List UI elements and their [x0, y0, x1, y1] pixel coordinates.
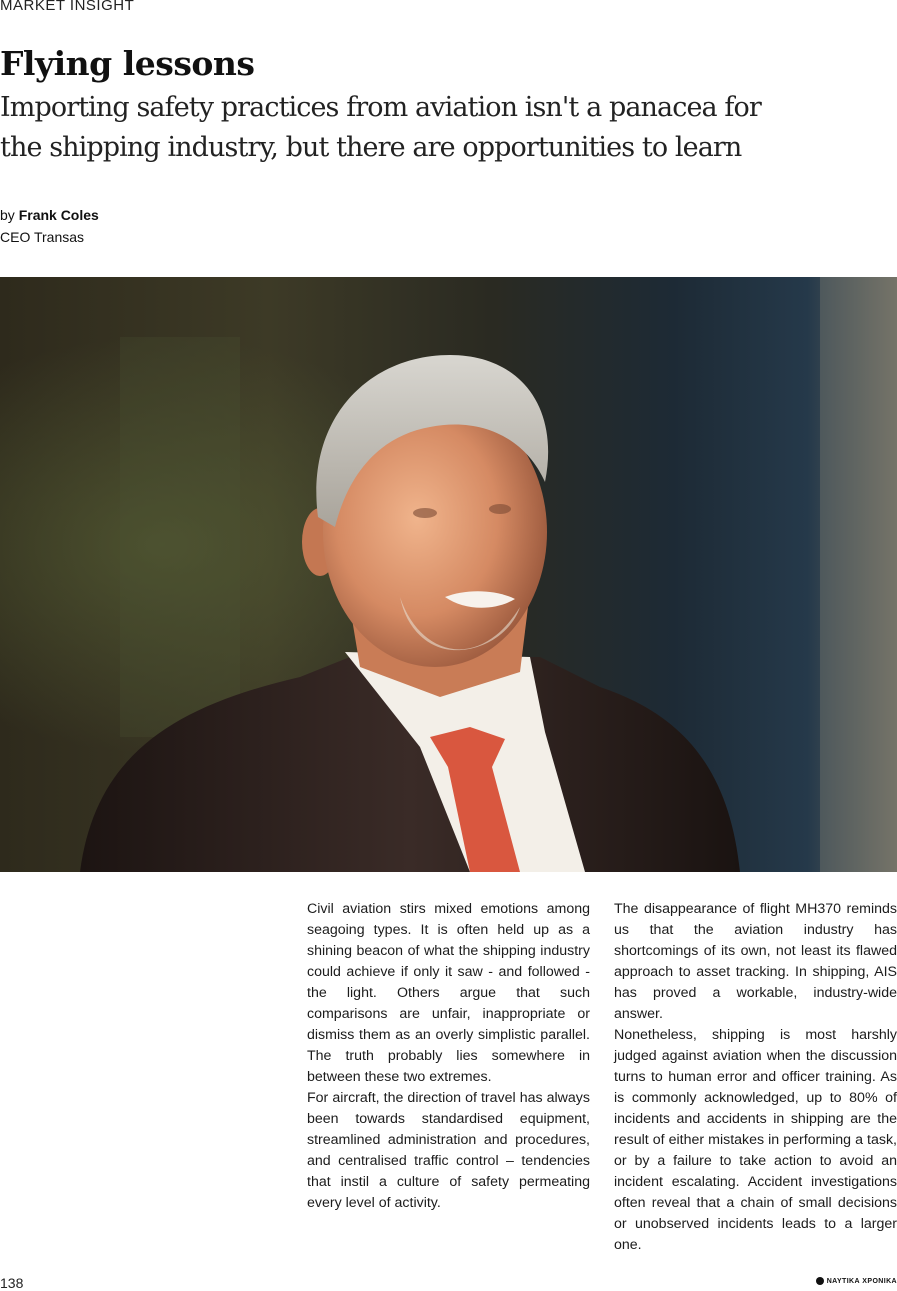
author-role: CEO Transas: [0, 229, 85, 245]
byline: [0, 204, 99, 248]
article-column-left: [307, 899, 590, 1214]
author-name: Frank Coles: [18, 207, 99, 223]
body-paragraph-2: For aircraft, the direction of travel has always been towards standardised equipment, streamlined administration and procedures, and centralised traffic control – tendencies that instil a culture of safety permeating every level of activity.: [307, 1090, 590, 1211]
body-paragraph-1: Civil aviation stirs mixed emotions among seagoing types. It is often held up as a shining beacon of what the shipping industry could achieve if only it saw - and followed - the light. Others argue that such comparisons are unfair, inappropriate or dismiss them as an overly simplistic parallel. The truth probably lies somewhere in between these two extremes.: [307, 901, 590, 1085]
publication-name: ΝΑΥΤΙΚΑ ΧΡΟΝΙΚΑ: [826, 1277, 897, 1285]
byline-prefix: by: [0, 207, 15, 223]
byline-author-line: [0, 204, 99, 226]
body-paragraph-4: Nonetheless, shipping is most harshly judged against aviation when the discussion turns to human error and officer training. As is commonly acknowledged, up to 80% of incidents and accidents in shipping are the result of either mistakes in performing a task, or by a failure to take action to avoid an incident escalating. Accident investigations often reveal that a chain of small decisions or unobserved incidents leads to a larger one.: [614, 1027, 897, 1253]
page-number: 138: [0, 1275, 24, 1291]
publication-brand: [816, 1277, 897, 1285]
publication-logo-icon: [816, 1277, 824, 1285]
author-portrait-photo: [0, 277, 897, 872]
article-column-right: [614, 899, 897, 1256]
body-paragraph-3: The disappearance of flight MH370 reminds us that the aviation industry has shortcomings of its own, not least its flawed approach to asset tracking. In shipping, AIS has proved a workable, industry-wide answer.: [614, 901, 897, 1022]
article-title: Flying lessons: [0, 44, 255, 83]
section-label: MARKET INSIGHT: [0, 0, 135, 14]
article-subtitle: Importing safety practices from aviation isn't a panacea for the shipping industry, but there are opportunities to learn: [0, 92, 761, 163]
